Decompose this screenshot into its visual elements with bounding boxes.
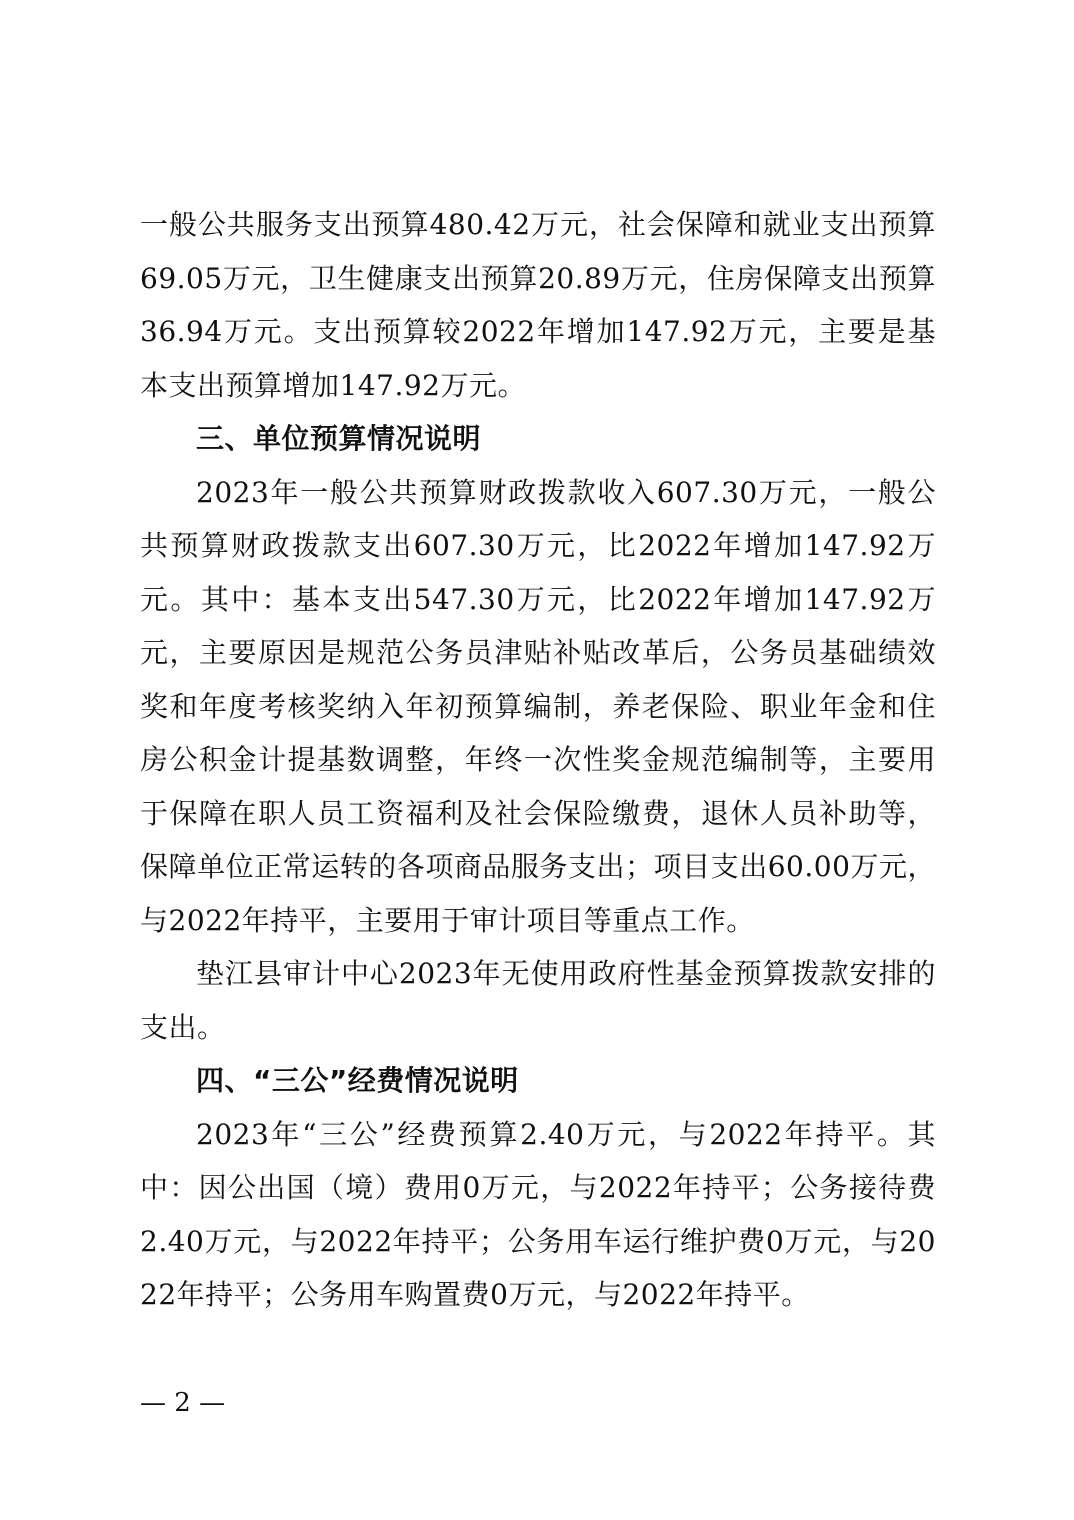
section-heading-three-public: 四、“三公”经费情况说明 bbox=[196, 1064, 519, 1097]
page-number: — 2 — bbox=[140, 1388, 226, 1418]
document-body bbox=[140, 198, 936, 1322]
section-heading-unit-budget: 三、单位预算情况说明 bbox=[196, 422, 482, 455]
unit-budget-paragraph: 2023年一般公共预算财政拨款收入607.30万元，一般公共预算财政拨款支出607.30万元，比2022年增加147.92万元。其中：基本支出547.30万元，比2022年增加147.92万元，主要原因是规范公务员津贴补贴改革后，公务员基础绩效奖和年度考核奖纳入年初预算编制，养老保险、职业年金和住房公积金计提基数调整，年终一次性奖金规范编制等，主要用于保障在职人员工资福利及社会保险缴费，退休人员补助等，保障单位正常运转的各项商品服务支出；项目支出60.00万元，与2022年持平，主要用于审计项目等重点工作。 bbox=[140, 475, 936, 937]
three-public-paragraph: 2023年“三公”经费预算2.40万元，与2022年持平。其中：因公出国（境）费用0万元，与2022年持平；公务接待费2.40万元，与2022年持平；公务用车运行维护费0万元，与2022年持平；公务用车购置费0万元，与2022年持平。 bbox=[140, 1117, 936, 1311]
continued-paragraph: 一般公共服务支出预算480.42万元，社会保障和就业支出预算69.05万元，卫生健康支出预算20.89万元，住房保障支出预算36.94万元。支出预算较2022年增加147.92万元，主要是基本支出预算增加147.92万元。 bbox=[140, 208, 936, 402]
fund-budget-paragraph: 垫江县审计中心2023年无使用政府性基金预算拨款安排的支出。 bbox=[140, 957, 936, 1044]
